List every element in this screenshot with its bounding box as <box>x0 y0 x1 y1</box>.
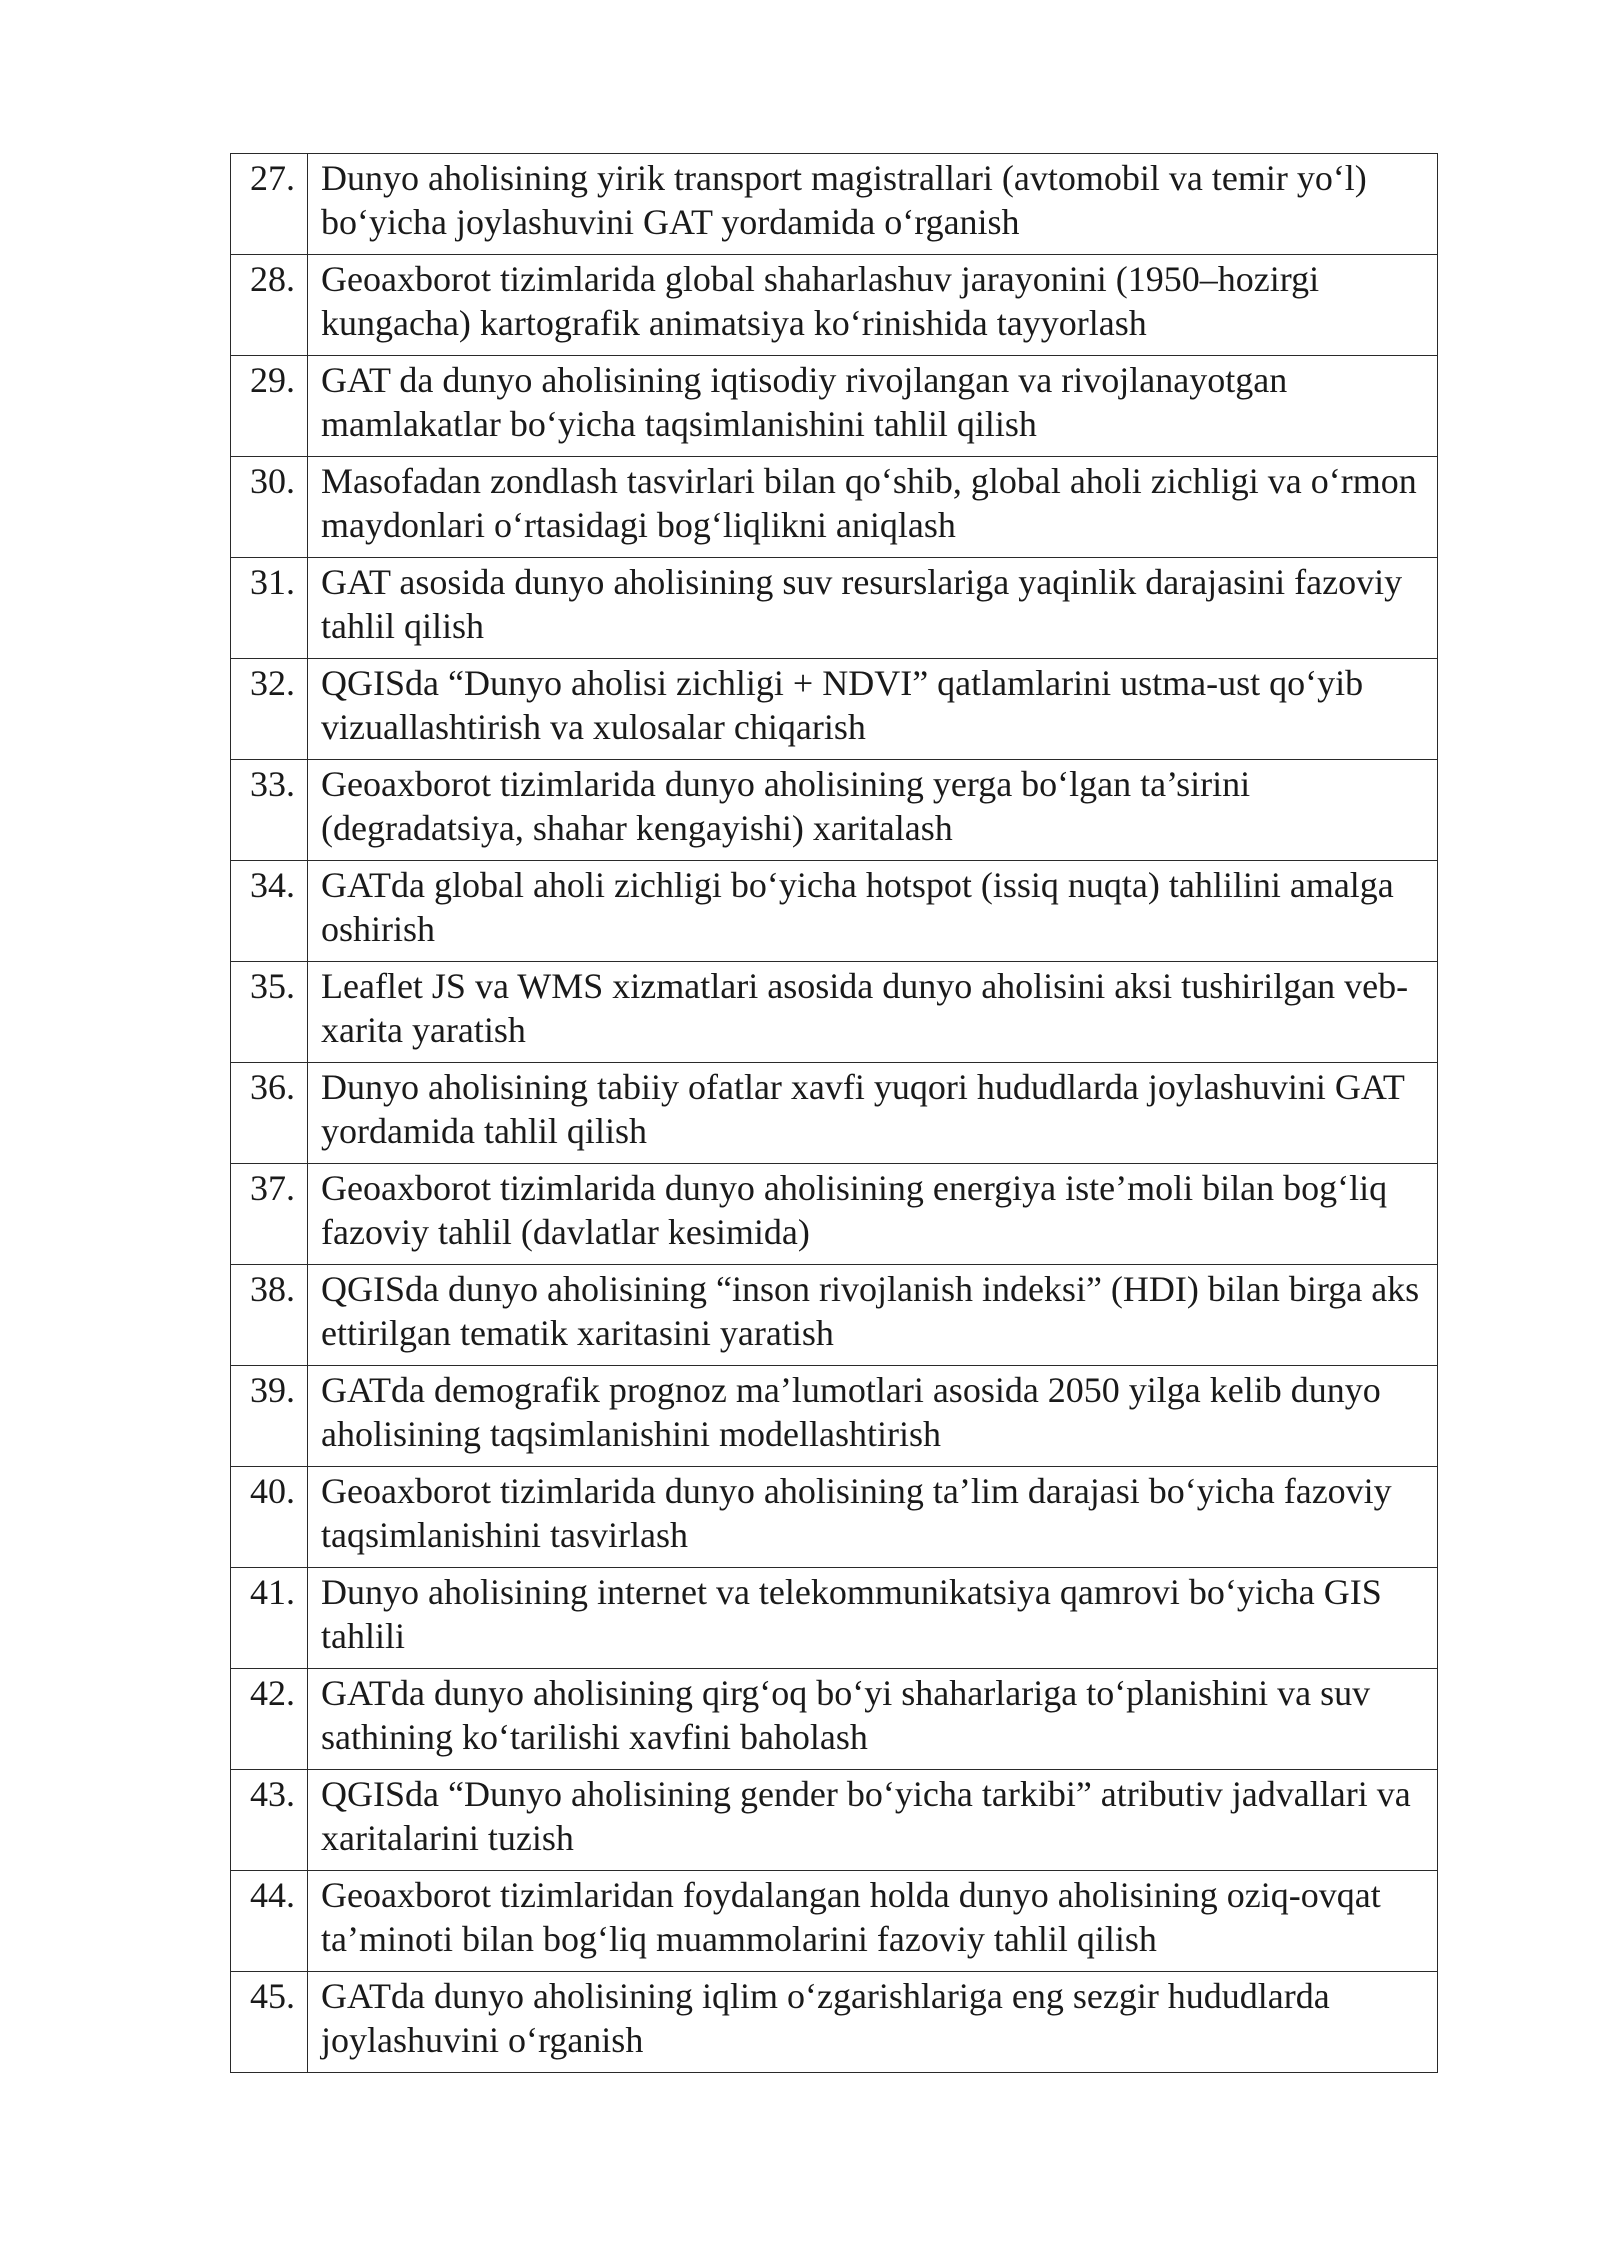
topic-text: QGISda dunyo aholisining “inson rivojlanish indeksi” (HDI) bilan birga aks ettirilgan tematik xaritasini yaratish <box>308 1265 1438 1366</box>
table-row <box>231 1164 1438 1265</box>
topic-text: GATda dunyo aholisining iqlim o‘zgarishlariga eng sezgir hududlarda joylashuvini o‘rganish <box>308 1972 1438 2073</box>
topic-text: Geoaxborot tizimlarida dunyo aholisining yerga bo‘lgan ta’sirini (degradatsiya, shahar kengayishi) xaritalash <box>308 760 1438 861</box>
topic-number: 32. <box>231 659 308 760</box>
topic-text: Leaflet JS va WMS xizmatlari asosida dunyo aholisini aksi tushirilgan veb-xarita yaratish <box>308 962 1438 1063</box>
table-row <box>231 154 1438 255</box>
topic-number: 41. <box>231 1568 308 1669</box>
topic-number: 40. <box>231 1467 308 1568</box>
topic-text: GAT da dunyo aholisining iqtisodiy rivojlangan va rivojlanayotgan mamlakatlar bo‘yicha taqsimlanishini tahlil qilish <box>308 356 1438 457</box>
table-row <box>231 861 1438 962</box>
topic-number: 27. <box>231 154 308 255</box>
topic-text: Geoaxborot tizimlarida global shaharlashuv jarayonini (1950–hozirgi kungacha) kartografik animatsiya ko‘rinishida tayyorlash <box>308 255 1438 356</box>
table-row <box>231 1871 1438 1972</box>
topic-number: 44. <box>231 1871 308 1972</box>
table-row <box>231 1467 1438 1568</box>
topic-number: 38. <box>231 1265 308 1366</box>
topic-text: GAT asosida dunyo aholisining suv resurslariga yaqinlik darajasini fazoviy tahlil qilish <box>308 558 1438 659</box>
topic-number: 45. <box>231 1972 308 2073</box>
topic-text: GATda global aholi zichligi bo‘yicha hotspot (issiq nuqta) tahlilini amalga oshirish <box>308 861 1438 962</box>
table-row <box>231 962 1438 1063</box>
topic-number: 29. <box>231 356 308 457</box>
topic-text: Masofadan zondlash tasvirlari bilan qo‘shib, global aholi zichligi va o‘rmon maydonlari o‘rtasidagi bog‘liqlikni aniqlash <box>308 457 1438 558</box>
table-row <box>231 1568 1438 1669</box>
table-row <box>231 1770 1438 1871</box>
table-row <box>231 356 1438 457</box>
topic-number: 28. <box>231 255 308 356</box>
table-row <box>231 1669 1438 1770</box>
topic-number: 36. <box>231 1063 308 1164</box>
topic-text: GATda dunyo aholisining qirg‘oq bo‘yi shaharlariga to‘planishini va suv sathining ko‘tarilishi xavfini baholash <box>308 1669 1438 1770</box>
table-row <box>231 1063 1438 1164</box>
topic-number: 34. <box>231 861 308 962</box>
topic-number: 31. <box>231 558 308 659</box>
topic-text: Dunyo aholisining tabiiy ofatlar xavfi yuqori hududlarda joylashuvini GAT yordamida tahlil qilish <box>308 1063 1438 1164</box>
table-row <box>231 255 1438 356</box>
table-row <box>231 659 1438 760</box>
topic-text: Geoaxborot tizimlaridan foydalangan holda dunyo aholisining oziq-ovqat ta’minoti bilan bog‘liq muammolarini fazoviy tahlil qilish <box>308 1871 1438 1972</box>
topic-number: 42. <box>231 1669 308 1770</box>
topic-number: 43. <box>231 1770 308 1871</box>
topic-text: GATda demografik prognoz ma’lumotlari asosida 2050 yilga kelib dunyo aholisining taqsimlanishini modellashtirish <box>308 1366 1438 1467</box>
table-row <box>231 1972 1438 2073</box>
topic-text: Dunyo aholisining yirik transport magistrallari (avtomobil va temir yo‘l) bo‘yicha joylashuvini GAT yordamida o‘rganish <box>308 154 1438 255</box>
topic-text: Dunyo aholisining internet va telekommunikatsiya qamrovi bo‘yicha GIS tahlili <box>308 1568 1438 1669</box>
table-row <box>231 1265 1438 1366</box>
topic-number: 35. <box>231 962 308 1063</box>
topic-text: QGISda “Dunyo aholisi zichligi + NDVI” qatlamlarini ustma-ust qo‘yib vizuallashtirish va xulosalar chiqarish <box>308 659 1438 760</box>
topic-number: 39. <box>231 1366 308 1467</box>
table-row <box>231 1366 1438 1467</box>
topics-table <box>230 153 1438 2073</box>
topic-number: 37. <box>231 1164 308 1265</box>
topic-text: Geoaxborot tizimlarida dunyo aholisining energiya iste’moli bilan bog‘liq fazoviy tahlil (davlatlar kesimida) <box>308 1164 1438 1265</box>
table-row <box>231 457 1438 558</box>
topic-text: Geoaxborot tizimlarida dunyo aholisining ta’lim darajasi bo‘yicha fazoviy taqsimlanishini tasvirlash <box>308 1467 1438 1568</box>
topic-text: QGISda “Dunyo aholisining gender bo‘yicha tarkibi” atributiv jadvallari va xaritalarini tuzish <box>308 1770 1438 1871</box>
topic-number: 33. <box>231 760 308 861</box>
topics-table-body <box>231 154 1438 2073</box>
table-row <box>231 558 1438 659</box>
topic-number: 30. <box>231 457 308 558</box>
table-row <box>231 760 1438 861</box>
